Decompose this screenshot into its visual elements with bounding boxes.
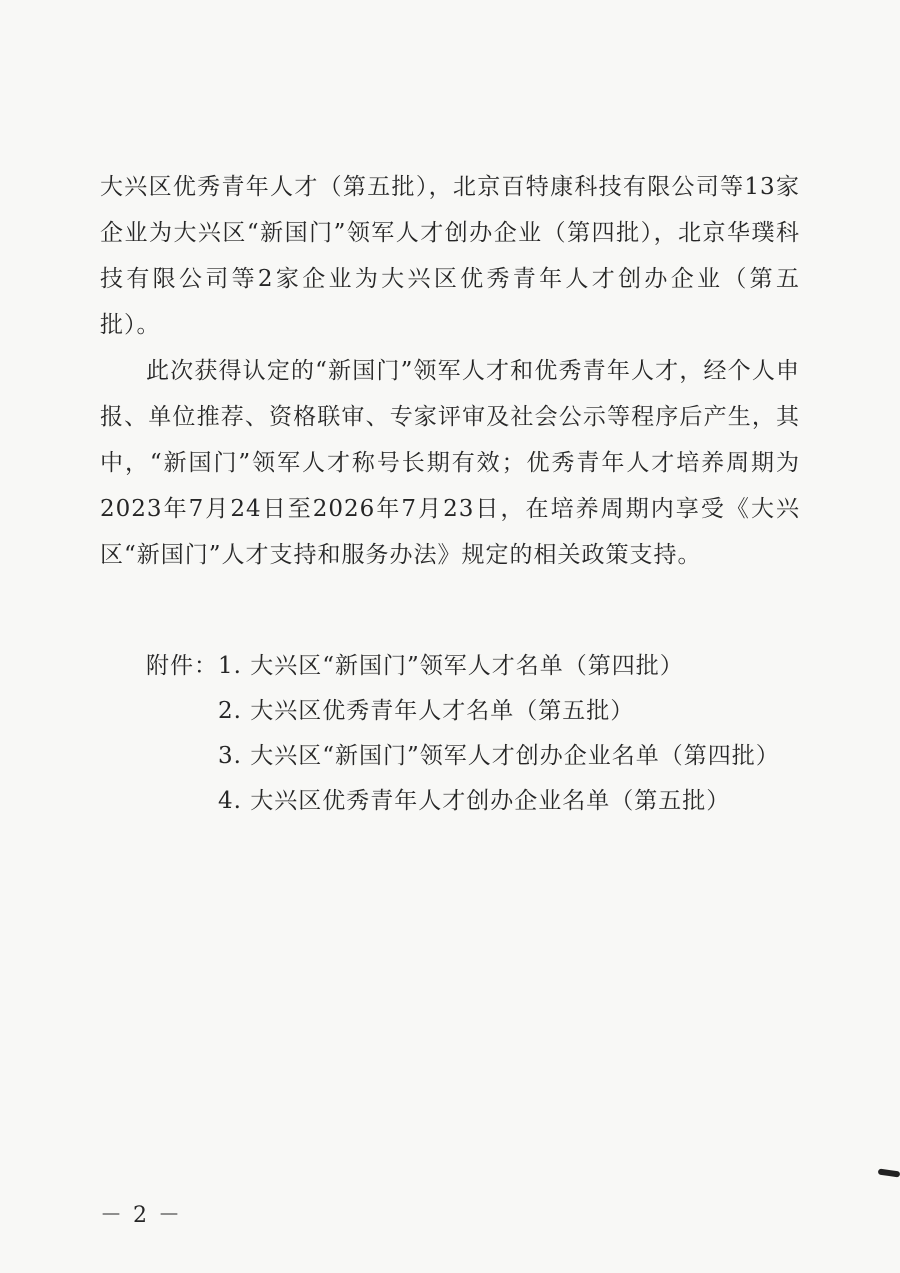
attachment-text: 2. 大兴区优秀青年人才名单（第五批）: [218, 698, 635, 724]
binding-mark: [878, 1168, 900, 1177]
body-text: [100, 164, 800, 578]
paragraph-continuation: 大兴区优秀青年人才（第五批），北京百特康科技有限公司等13家企业为大兴区“新国门”领军人才创办企业（第四批），北京华璞科技有限公司等2家企业为大兴区优秀青年人才创办企业（第五批）。: [100, 174, 800, 338]
attachment-item: [146, 644, 780, 689]
attachments-list: [146, 644, 780, 824]
attachment-text: 1. 大兴区“新国门”领军人才名单（第四批）: [218, 653, 684, 679]
page-number: － 2 －: [100, 1203, 182, 1228]
paragraph-recognition: 此次获得认定的“新国门”领军人才和优秀青年人才，经个人申报、单位推荐、资格联审、专家评审及社会公示等程序后产生，其中，“新国门”领军人才称号长期有效；优秀青年人才培养周期为2023年7月24日至2026年7月23日，在培养周期内享受《大兴区“新国门”人才支持和服务办法》规定的相关政策支持。: [100, 358, 800, 568]
attachment-item: [146, 689, 780, 734]
attachment-item: [146, 734, 780, 779]
attachments-label: 附件：: [146, 653, 218, 679]
attachment-text: 3. 大兴区“新国门”领军人才创办企业名单（第四批）: [218, 743, 780, 769]
attachment-item: [146, 779, 780, 824]
attachment-text: 4. 大兴区优秀青年人才创办企业名单（第五批）: [218, 788, 731, 814]
